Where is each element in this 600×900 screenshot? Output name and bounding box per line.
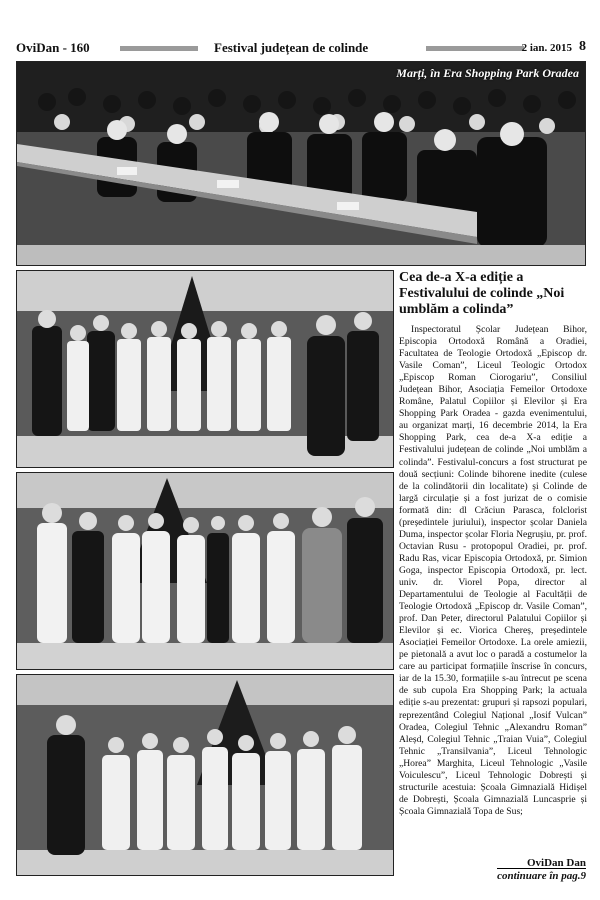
page-number: 8 (579, 39, 586, 54)
photo-audience-jury (16, 61, 586, 266)
article (399, 270, 587, 818)
article-signature: OviDan Dan (527, 857, 586, 869)
section-title: Festival județean de colinde (214, 40, 369, 55)
photo-caption: Marți, în Era Shopping Park Oradea (396, 66, 579, 80)
article-body: Inspectoratul Școlar Județean Bihor, Episcopia Ortodoxă Română a Oradiei, Facultatea de Teologie Ortodoxă „Episcop dr. Vasile Coman”, Liceul Teologic Ortodox „Episcop Roman Ciorogariu”, Consiliul Județean Bihor, Asociația Femeilor Ortodoxe Române, Palatul Copiilor și Elevilor și Era Shopping Park Oradea - gazda evenimentului, au organizat marți, 16 decembrie 2014, la Era Shopping Park, cea de-a X-a ediție a Festivalului județean de colinde „Noi umblăm a colinda”. Festivalul-concurs a fost structurat pe două secțiuni: Colinde bihorene inedite (culese de la colindătorii din localitate) și Colinde de largă circulație și a fost jurizat de o comisie formată din: dl Crăciun Parasca, folclorist (președintele juriului), inspector școlar Daniela Duma, inspector școlar Floria Negrușiu, pr. prof. Octavian Rusu - protopopul Oradiei, pr. prof. Radu Ras, vicar Episcopia Ortodoxă, pr. Simion Goga, inspector Episcopia Ortodoxă, pr. lect. univ. dr. Viorel Popa, director al Departamentului de Teologie al Facultății de Teologie Ortodoxă „Episcop dr. Vasile Coman”, prof. Dan Peter, directorul Palatului Copiilor și Elevilor și ec. Viorica Chereș, președintele Asociației Femeilor Ortodoxe. La orele amiezii, pe pietonală a avut loc o paradă a costumelor la care au participat formațiile înscrise în concurs, iar de la 15.30, formațiile s-au întrecut pe scena de sub cupola Era Shopping Park; la actuala ediție s-au prezentat: grupuri și rapsozi populari, reprezentând Colegiul Național „Iosif Vulcan” Oradea, Colegiul Tehnic „Alexandru Roman” Aleșd, Colegiul Tehnic „Traian Vuia”, Colegiul Tehnic „Transilvania”, Liceul Tehnologic „Horea” Marghita, Liceul Tehnologic „Vasile Voiculescu”, Liceul Tehnologic Dobrești și structurile acestuia: Școala Gimnazială Hidișel de Dobrești, Școala Gimnazială Luncasprie și Școala Gimnazială Topa de Sus; (399, 324, 587, 817)
photo-choir-group-1 (16, 270, 394, 468)
publication-name: OviDan - 160 (16, 40, 90, 55)
page-header (16, 38, 586, 58)
continued-link[interactable]: continuare în pag.9 (497, 870, 586, 882)
issue-date: 2 ian. 2015 (521, 42, 572, 54)
header-rule-left (120, 46, 198, 51)
article-title: Cea de-a X-a ediție a Festivalului de colinde „Noi umblăm a colinda” (399, 270, 565, 317)
photo-choir-group-2 (16, 472, 394, 670)
header-rule-right (426, 46, 524, 51)
photo-choir-group-3 (16, 674, 394, 876)
